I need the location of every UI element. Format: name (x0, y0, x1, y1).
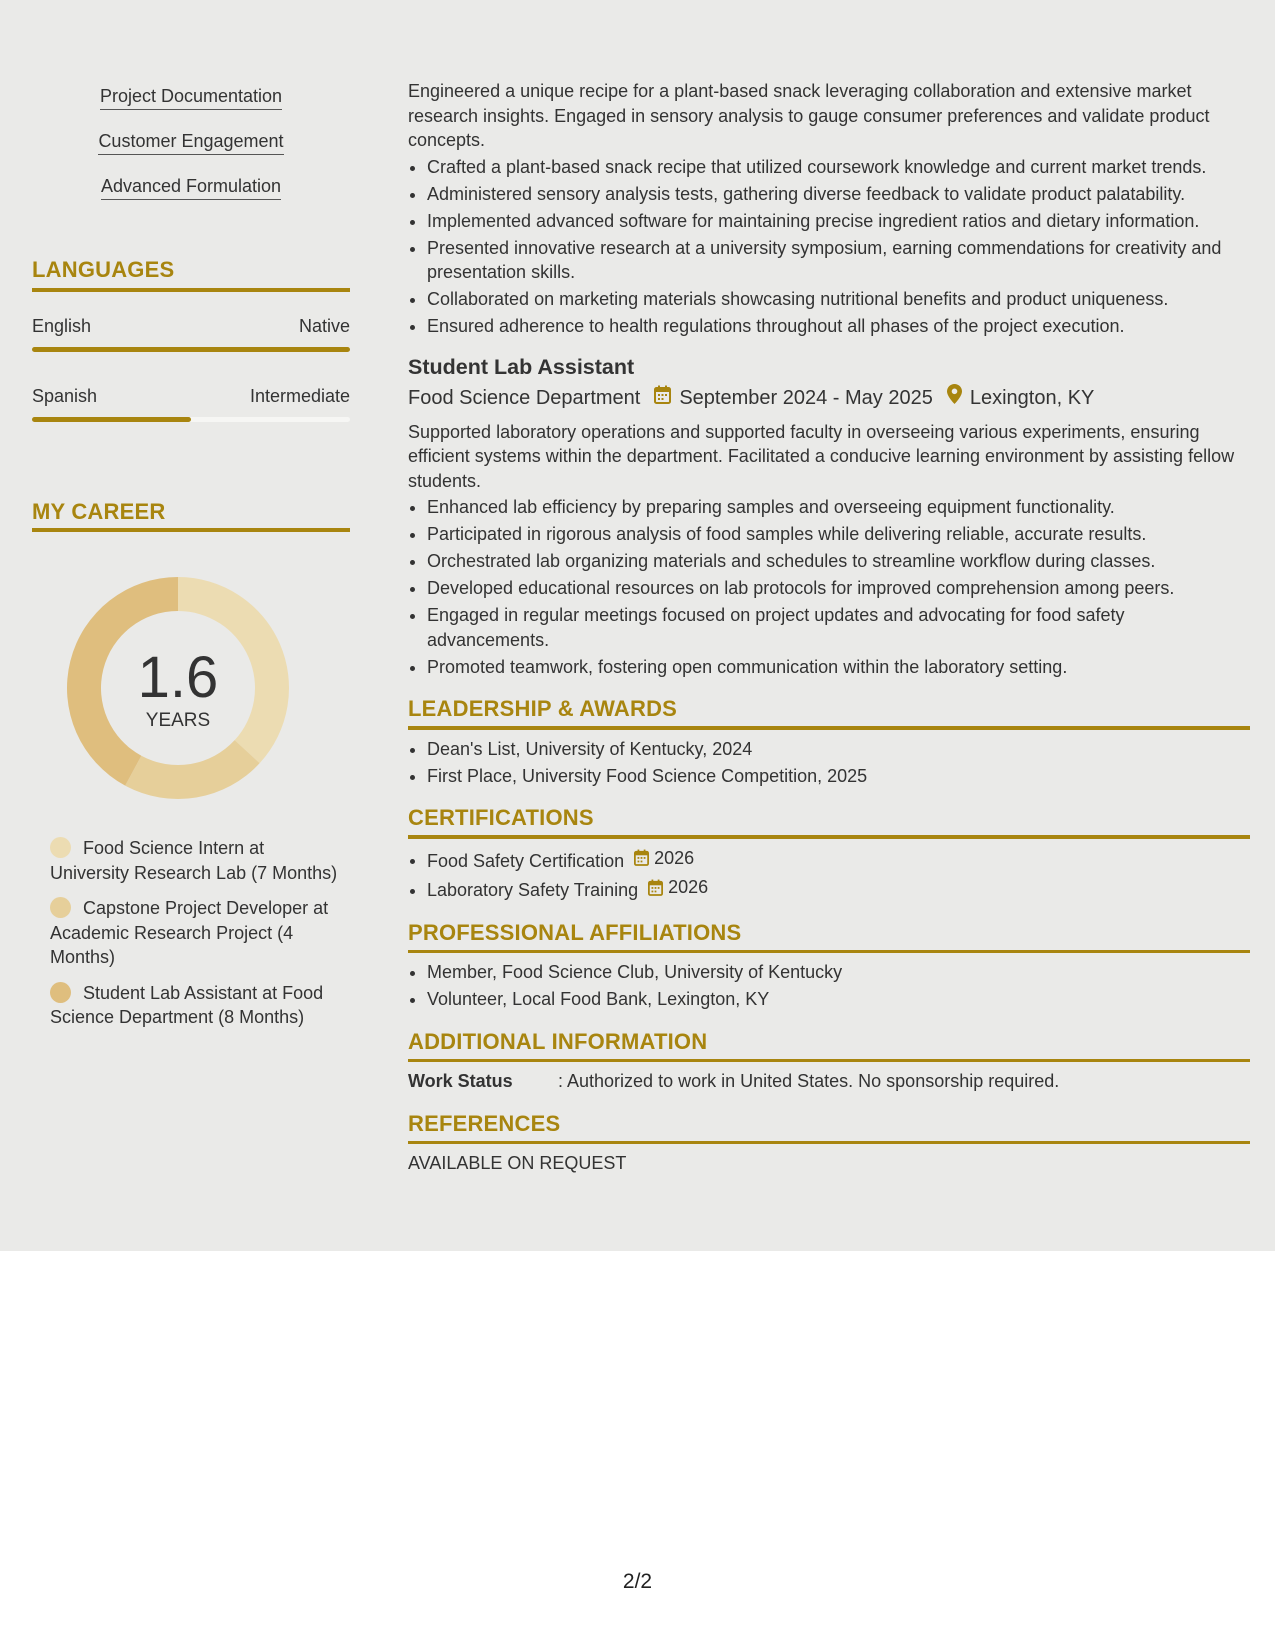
language-name: English (32, 316, 92, 336)
language-level: Intermediate (249, 386, 350, 406)
section-rule (408, 950, 1250, 954)
list-item: • Enhanced lab efficiency by preparing samples and overseeing equipment functionality. (427, 495, 1250, 520)
work-status-label: Work Status (408, 1071, 513, 1091)
list-item: • Member, Food Science Club, University of Kentucky (427, 960, 1250, 985)
calendar-icon (654, 384, 671, 412)
section-title: LEADERSHIP & AWARDS (408, 696, 678, 721)
section-rule (32, 288, 350, 292)
location-pin-icon (947, 384, 962, 412)
work-status-row (408, 1069, 1250, 1094)
list-item: • Orchestrated lab organizing materials and schedules to streamline workflow during classes. (427, 549, 1250, 574)
career-title: MY CAREER (32, 499, 166, 524)
section-title: ADDITIONAL INFORMATION (408, 1028, 708, 1054)
legend-dot (50, 837, 71, 858)
list-item: • Administered sensory analysis tests, gathering diverse feedback to validate product palatability. (427, 182, 1250, 207)
language-name: Spanish (32, 386, 98, 406)
legend-dot (50, 897, 71, 918)
list-item: • Participated in rigorous analysis of food samples while delivering reliable, accurate results. (427, 522, 1250, 547)
work-status-value: : Authorized to work in United States. No sponsorship required. (558, 1071, 1060, 1091)
cert-year: 2026 (654, 847, 695, 868)
section-rule (408, 726, 1250, 730)
skill-item: Project Documentation (32, 86, 350, 131)
list-item: • Engaged in regular meetings focused on project updates and advocating for food safety advancements. (427, 603, 1250, 652)
references-text: AVAILABLE ON REQUEST (408, 1153, 627, 1173)
job-location: Lexington, KY (969, 386, 1095, 409)
skills-list (32, 86, 350, 221)
cert-year: 2026 (668, 877, 709, 898)
section-title: REFERENCES (408, 1110, 561, 1136)
languages-title: LANGUAGES (32, 257, 175, 282)
section-rule (408, 1059, 1250, 1063)
list-item: • Ensured adherence to health regulations throughout all phases of the project execution. (427, 314, 1250, 339)
list-item: • Dean's List, University of Kentucky, 2024 (427, 737, 1250, 762)
leadership-section (408, 695, 1250, 788)
section-rule (32, 528, 350, 532)
language-item-spanish (32, 384, 350, 422)
job-summary: Supported laboratory operations and supported faculty in overseeing various experiments, ensuring efficient systems within the department. Facilitated a conducive learning environment by assisting fellow students. (408, 421, 1235, 491)
list-item: • Volunteer, Local Food Bank, Lexington, KY (427, 987, 1250, 1012)
list-item: • First Place, University Food Science Competition, 2025 (427, 764, 1250, 789)
section-title: PROFESSIONAL AFFILIATIONS (408, 919, 742, 945)
section-title: CERTIFICATIONS (408, 805, 594, 830)
list-item: • Promoted teamwork, fostering open communication within the laboratory setting. (427, 655, 1250, 680)
list-item: • Implemented advanced software for maintaining precise ingredient ratios and dietary information. (427, 209, 1250, 234)
cert-name: Food Safety Certification (427, 850, 625, 871)
legend-item: Student Lab Assistant at Food Science Department (8 Months) (50, 982, 324, 1027)
job-meta (408, 384, 1250, 412)
career-legend (50, 836, 340, 1041)
language-bar-track (32, 417, 350, 422)
references-section (408, 1110, 1250, 1176)
job-title: Student Lab Assistant (408, 354, 635, 379)
affiliations-section (408, 919, 1250, 1012)
language-level: Native (298, 316, 350, 336)
calendar-icon (634, 849, 649, 866)
language-bar-fill (32, 347, 350, 352)
list-item: • Presented innovative research at a university symposium, earning commendations for creativity and presentation skills. (427, 236, 1250, 285)
right-column (408, 79, 1250, 1176)
career-years-unit: YEARS (145, 710, 211, 731)
language-item-english (32, 314, 350, 352)
legend-dot (50, 982, 71, 1003)
job-company: Food Science Department (408, 386, 641, 409)
languages-section-header (32, 256, 350, 292)
project-bullets (408, 155, 1250, 339)
section-rule (408, 835, 1250, 839)
career-total-years: 1.6 (137, 645, 219, 710)
career-section-header (32, 498, 350, 532)
skill-item: Customer Engagement (32, 131, 350, 176)
list-item (427, 846, 1250, 873)
list-item (427, 875, 1250, 902)
language-bar-fill (32, 417, 191, 422)
career-donut-chart (66, 576, 290, 800)
list-item: • Crafted a plant-based snack recipe that utilized coursework knowledge and current market trends. (427, 155, 1250, 180)
calendar-icon (648, 879, 663, 896)
additional-info-section (408, 1028, 1250, 1094)
project-summary: Engineered a unique recipe for a plant-based snack leveraging collaboration and extensive market research insights. Engaged in sensory analysis to gauge consumer preferences and validate product concepts. (408, 81, 1210, 150)
list-item: • Collaborated on marketing materials showcasing nutritional benefits and product uniqueness. (427, 287, 1250, 312)
language-bar-track (32, 347, 350, 352)
section-rule (408, 1141, 1250, 1145)
cert-name: Laboratory Safety Training (427, 880, 639, 900)
list-item: • Developed educational resources on lab protocols for improved comprehension among peers. (427, 576, 1250, 601)
page-number: 2/2 (622, 1570, 653, 1593)
legend-item: Food Science Intern at University Research Lab (7 Months) (50, 838, 338, 883)
skill-item: Advanced Formulation (32, 176, 350, 221)
job-dates: September 2024 - May 2025 (679, 386, 933, 409)
legend-item: Capstone Project Developer at Academic Research Project (4 Months) (50, 898, 329, 967)
job-bullets (408, 495, 1250, 679)
certifications-section (408, 804, 1250, 903)
